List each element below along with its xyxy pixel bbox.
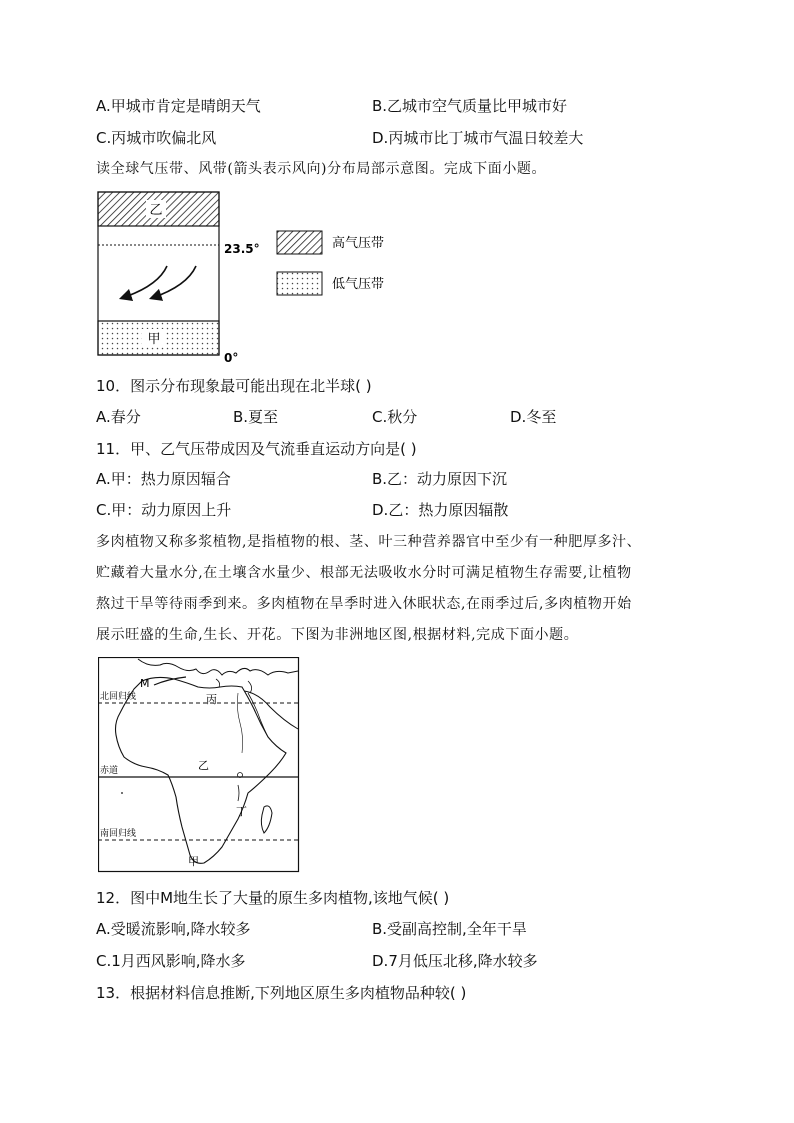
legend-low-swatch — [277, 272, 322, 295]
q11-option-c: C.甲：动力原因上升 — [96, 501, 232, 519]
q11-option-d: D.乙：热力原因辐散 — [372, 501, 509, 519]
label-ding: 丁 — [236, 805, 247, 818]
lat-label-23: 23.5° — [224, 242, 260, 256]
q10-option-a: A.春分 — [96, 408, 141, 426]
q12-option-b: B.受副高控制,全年干旱 — [372, 920, 527, 938]
q10-stem: 10．图示分布现象最可能出现在北半球( ) — [96, 377, 372, 395]
pressure-belt-figure — [90, 186, 410, 366]
africa-map — [98, 657, 300, 873]
label-tropic-south: 南回归线 — [100, 829, 137, 839]
legend-high-swatch — [277, 231, 322, 254]
label-tropic-north: 北回归线 — [100, 692, 137, 702]
intro-pressure-belts: 读全球气压带、风带(箭头表示风向)分布局部示意图。完成下面小题。 — [96, 161, 547, 177]
q9-option-b: B.乙城市空气质量比甲城市好 — [372, 97, 568, 115]
q12-option-d: D.7月低压北移,降水较多 — [372, 952, 538, 970]
band-label-jia: 甲 — [147, 332, 161, 347]
label-yi: 乙 — [198, 759, 209, 772]
label-bing: 丙 — [206, 693, 217, 706]
intro-succulent-line-4: 展示旺盛的生命,生长、开花。下图为非洲地区图,根据材料,完成下面小题。 — [96, 627, 579, 643]
q12-stem: 12．图中M地生长了大量的原生多肉植物,该地气候( ) — [96, 889, 450, 907]
q10-option-d: D.冬至 — [510, 408, 557, 426]
intro-succulent-line-3: 熬过干旱等待雨季到来。多肉植物在旱季时进入休眠状态,在雨季过后,多肉植物开始 — [96, 596, 632, 612]
legend-low-label: 低气压带 — [332, 277, 385, 292]
legend-high-label: 高气压带 — [332, 236, 385, 251]
q9-option-c: C.丙城市吹偏北风 — [96, 129, 217, 147]
q11-stem: 11．甲、乙气压带成因及气流垂直运动方向是( ) — [96, 440, 417, 458]
q11-option-b: B.乙：动力原因下沉 — [372, 470, 508, 488]
label-jia: 甲 — [188, 855, 199, 868]
label-equator: 赤道 — [100, 766, 119, 776]
intro-succulent-line-1: 多肉植物又称多浆植物,是指植物的根、茎、叶三种营养器官中至少有一种肥厚多汁、 — [96, 534, 642, 550]
q9-option-a: A.甲城市肯定是晴朗天气 — [96, 97, 261, 115]
q9-option-d: D.丙城市比丁城市气温日较差大 — [372, 129, 584, 147]
q13-stem: 13．根据材料信息推断,下列地区原生多肉植物品种较( ) — [96, 984, 467, 1002]
label-m: M — [140, 677, 150, 690]
q12-option-c: C.1月西风影响,降水多 — [96, 952, 246, 970]
q11-option-a: A.甲：热力原因辐合 — [96, 470, 231, 488]
lat-label-0: 0° — [224, 351, 239, 365]
q10-option-c: C.秋分 — [372, 408, 418, 426]
q10-option-b: B.夏至 — [233, 408, 279, 426]
q12-option-a: A.受暖流影响,降水较多 — [96, 920, 251, 938]
band-label-yi: 乙 — [149, 203, 163, 218]
intro-succulent-line-2: 贮藏着大量水分,在土壤含水量少、根部无法吸收水分时可满足植物生存需要,让植物 — [96, 565, 632, 581]
